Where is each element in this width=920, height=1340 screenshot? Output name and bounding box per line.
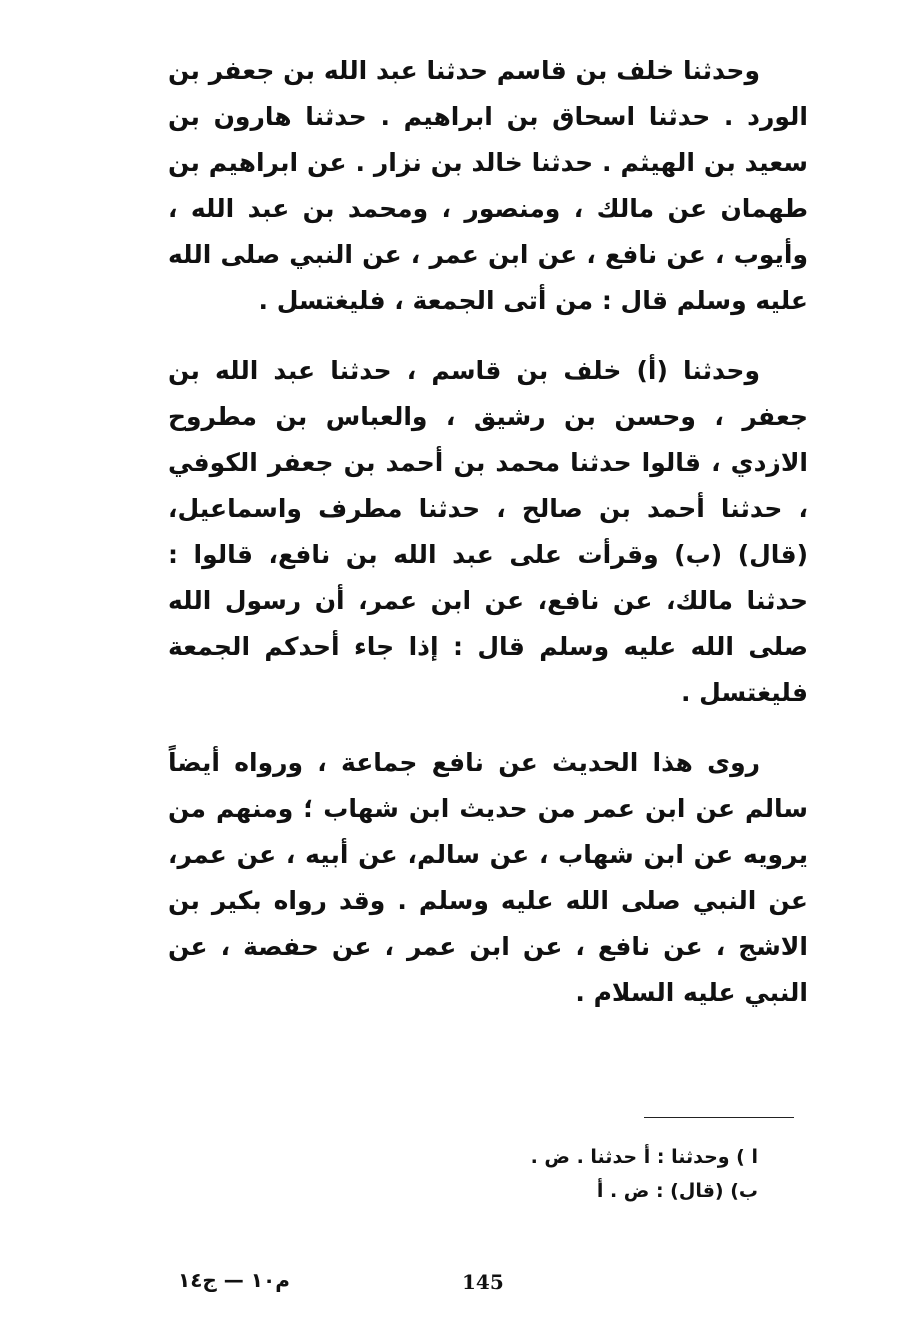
main-text <box>168 48 808 1016</box>
page-number: 145 <box>462 1270 504 1294</box>
page-footer <box>0 1270 920 1300</box>
paragraph-1: وحدثنا خلف بن قاسم حدثنا عبد الله بن جعفر بن الورد . حدثنا اسحاق بن ابراهيم . حدثنا هارون بن سعيد بن الهيثم . حدثنا خالد بن نزار . عن ابراهيم بن طهمان عن مالك ، ومنصور ، ومحمد بن عبد الله ، وأيوب ، عن نافع ، عن ابن عمر ، عن النبي صلى الله عليه وسلم قال : من أتى الجمعة ، فليغتسل . <box>168 56 808 315</box>
footnote-a: ا ) وحدثنا : أ حدثنا . ض . <box>530 1146 758 1168</box>
paragraph-2: وحدثنا (أ) خلف بن قاسم ، حدثنا عبد الله بن جعفر ، وحسن بن رشيق ، والعباس بن مطروح الازدي ، قالوا حدثنا محمد بن أحمد بن جعفر الكوفي ، حدثنا أحمد بن صالح ، حدثنا مطرف واسماعيل، (قال) (ب) وقرأت على عبد الله بن نافع، قالوا : حدثنا مالك، عن نافع، عن ابن عمر، أن رسول الله صلى الله عليه وسلم قال : إذا جاء أحدكم الجمعة فليغتسل . <box>168 356 808 707</box>
paragraph-3: روى هذا الحديث عن نافع جماعة ، ورواه أيضاً سالم عن ابن عمر من حديث ابن شهاب ؛ ومنهم من يرويه عن ابن شهاب ، عن سالم، عن أبيه ، عن عمر، عن النبي صلى الله عليه وسلم . وقد رواه بكير بن الاشج ، عن نافع ، عن ابن عمر ، عن حفصة ، عن النبي عليه السلام . <box>168 748 808 1007</box>
printer-signature: م١٠ — ج١٤ <box>178 1268 290 1292</box>
footnote-b: ب) (قال) : ض . أ <box>596 1180 758 1202</box>
footnotes <box>531 1140 758 1208</box>
footnote-divider <box>644 1117 794 1118</box>
